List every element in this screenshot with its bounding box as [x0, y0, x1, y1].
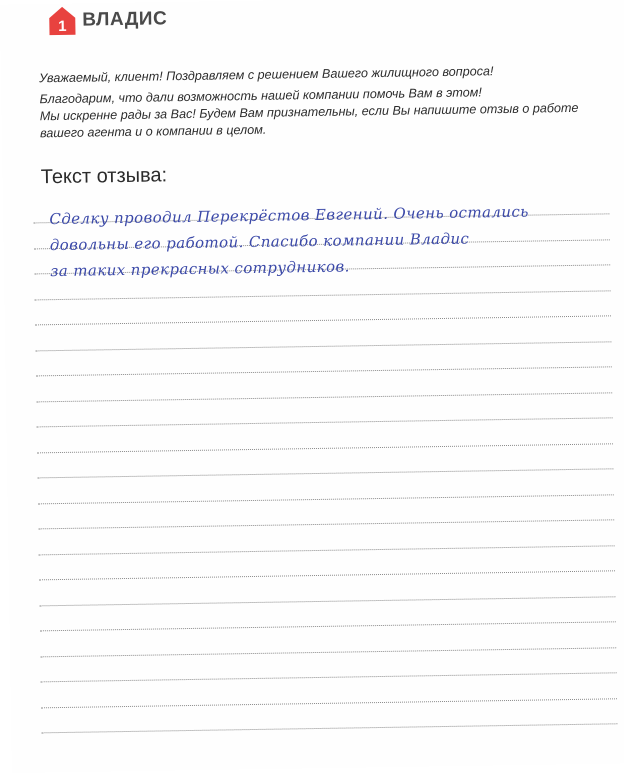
ruled-line	[35, 290, 611, 300]
greeting-line: Уважаемый, клиент! Поздравляем с решением Вашего жилищного вопроса!	[39, 64, 494, 86]
ruled-line	[35, 341, 611, 351]
thanks-line	[39, 82, 600, 142]
ruled-line	[36, 392, 612, 402]
ruled-line	[41, 723, 617, 733]
thanks-line-3: вашего агента и о компании в целом.	[39, 122, 267, 141]
handwritten-review	[37, 192, 597, 281]
handwritten-line: довольны его работой. Спасибо компании Владис	[49, 229, 470, 255]
ruled-line	[39, 545, 615, 555]
handwritten-line: за таких прекрасных сотрудников.	[50, 257, 350, 281]
ruled-line	[38, 494, 614, 504]
handwritten-line: Сделку проводил Перекрёстов Евгений. Очень остались	[49, 202, 529, 229]
logo-badge-digit: 1	[58, 17, 67, 35]
ruled-line	[37, 417, 613, 427]
house-key-logo-icon	[48, 6, 76, 36]
review-heading: Текст отзыва:	[40, 164, 168, 189]
logo-text: ВЛАДИС	[82, 8, 168, 31]
ruled-line	[36, 366, 612, 376]
ruled-line	[37, 468, 613, 478]
intro-text	[39, 61, 600, 142]
ruled-line	[39, 596, 615, 606]
ruled-line	[37, 443, 613, 453]
ruled-line	[35, 315, 611, 325]
ruled-line	[38, 519, 614, 529]
ruled-line	[40, 621, 616, 631]
ruled-line	[40, 647, 616, 657]
ruled-line	[41, 672, 617, 682]
thanks-line-2: Мы искренне рады за Вас! Будем Вам признательны, если Вы напишите отзыв о работе	[39, 100, 579, 124]
company-logo	[48, 4, 167, 36]
ruled-line	[41, 698, 617, 708]
ruled-line	[39, 570, 615, 580]
ruled-lines	[33, 213, 617, 762]
thanks-line-1: Благодарим, что дали возможность нашей компании помочь Вам в этом!	[39, 85, 482, 107]
